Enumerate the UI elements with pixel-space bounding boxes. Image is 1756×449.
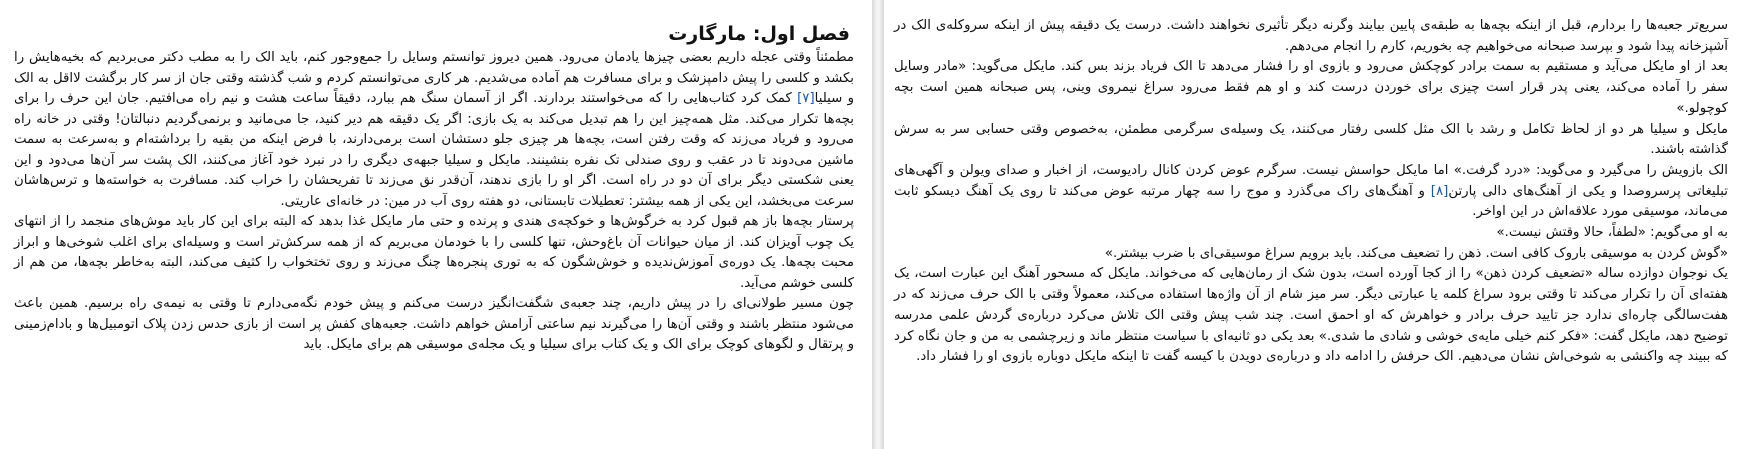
paragraph-text: مطمئناً وقتی عجله داریم بعضی چیزها یادمان می‌رود. همین دیروز توانستم وسایل را جمع‌وجور کنم، باید الک را به مطب دکتر می‌بردیم که بخیه‌هایش را بکشد و کلسی را پیش دامپزشک و برای مسافرت هم آماده می‌شدیم. هر کاری می‌توانستم کردم و شب گذشته وقتی جان از سر کار برگشت لااقل به الک و سیلیا — [14, 50, 854, 106]
paragraph — [894, 244, 1728, 265]
footnote-link[interactable]: [۷] — [797, 91, 815, 106]
paragraph-text: سریع‌تر جعبه‌ها را بردارم، قبل از اینکه بچه‌ها به طبقه‌ی پایین بیایند وگرنه دیگر تأثیری نخواهند داشت. درست یک دقیقه پیش از اینکه سروکله‌ی الک در آشپزخانه پیدا شود و بپرسد صبحانه می‌خواهیم چه بخوریم، کارم را انجام می‌دهم. — [894, 18, 1728, 54]
paragraph — [894, 120, 1728, 161]
paragraph-text: بعد از او مایکل می‌آید و مستقیم به سمت برادر کوچکش می‌رود و بازوی او را فشار می‌دهد تا الک فریاد بزند بس کند. مایکل می‌گوید: «مادر وسایل سفر را آماده می‌کند، یعنی پدر قرار است چیزی برای خوردن درست کند و او هم فقط می‌رود سراغ نیمروی وینی، پس صبحانه همین است بچه کوچولو.» — [894, 59, 1728, 116]
paragraph — [894, 161, 1728, 223]
paragraph-text: به او می‌گویم: «لطفاً، حالا وقتش نیست.» — [1496, 225, 1728, 241]
paragraph — [894, 264, 1728, 368]
paragraph-text: کمک کرد کتاب‌هایی را که می‌خواستند بردارند. اگر از آسمان سنگ هم ببارد، دقیقاً ساعت هشت و نیم راه می‌افتیم. جان این حرف را برای بچه‌ها تکرار می‌کند. مثل همه‌چیز این را هم تبدیل می‌کند به یک بازی: اگر یک دقیقه هم دیر کنید، جا می‌مانید و برنمی‌گردیم دنبالتان! وقتی در خانه راه می‌رود و فریاد می‌زند که وقت رفتن است، بچه‌ها هر چیزی جلو دستشان است برمی‌دارند، با فرض اینکه من بقیه را برداشته‌ام و به‌سرعت به سمت ماشین می‌دوند تا در عقب و روی صندلی تک نفره بنشینند. مایکل و سیلیا جبهه‌ی دیگری را در نبرد خود آغاز می‌کنند، الک پشت سر آن‌ها می‌دود و این یعنی شکستی دیگر برای آن دو در راه است. اگر او را بازی ندهند، آن‌قدر نق می‌زند تا تفریحشان را خراب کند. مسافرت به خواسته‌ها و ترس‌هاشان سرعت می‌بخشد، این یکی از همه بیشتر: تعطیلات تابستانی، دو هفته روی آب در مین: در خانه‌ای عاریتی. — [14, 91, 854, 209]
paragraph — [894, 223, 1728, 244]
paragraph-text: پرستار بچه‌ها باز هم قبول کرد به خرگوش‌ها و خوکچه‌ی هندی و پرنده و حتی مار مایکل غذا بدهد که البته برای این کار باید موش‌های منجمد را از انتهای یک چوب آویزان کند. از میان حیوانات آن باغ‌وحش، تنها کلسی را با خودمان می‌بریم که از همه سرکش‌تر است و وسیله‌ای برای اغلب شوخی‌ها و ابراز محبت بچه‌ها. یک دوره‌ی آموزش‌ندیده و خوش‌شگون که به توری پنجره‌ها چنگ می‌زند و روی تختخواب را کثیف می‌کند، البته به‌خاطر بچه‌ها، من هم از کلسی خوشم می‌آید. — [14, 214, 854, 291]
left-page — [0, 0, 872, 449]
paragraph-text: چون مسیر طولانی‌ای را در پیش داریم، چند جعبه‌ی شگفت‌انگیز درست می‌کنم و پیش خودم نگه‌می‌دارم تا وقتی به نیمه‌ی راه برسیم. همین باعث می‌شود منتظر باشند و وقتی آن‌ها را می‌گیرند نیم ساعتی آرامش خواهم داشت. جعبه‌های کفش پر است از بازی حدس زدن پلاک اتومبیل‌ها و بادام‌زمینی و پرتقال و لگوهای کوچک برای الک و یک کتاب برای سیلیا و یک مجله‌ی موسیقی هم برای مایکل. باید — [14, 296, 854, 352]
paragraph-text: الک بازویش را می‌گیرد و می‌گوید: «درد گرفت.» اما مایکل حواسش نیست. سرگرم عوض کردن کانال رادیوست، از اخبار و صدای ویولن و آگهی‌های تبلیغاتی پرسروصدا و یکی از آهنگ‌های دالی پارتن — [894, 162, 1728, 199]
paragraph — [894, 57, 1728, 119]
paragraph — [14, 294, 854, 356]
paragraph — [14, 48, 854, 212]
paragraph — [894, 16, 1728, 57]
paragraph-text: «گوش کردن به موسیقی باروک کافی است. ذهن را تضعیف می‌کند. باید برویم سراغ موسیقی‌ای با ضرب بیشتر.» — [1104, 245, 1728, 261]
paragraph-text: و آهنگ‌های راک می‌گذرد و موج را سه چهار مرتبه عوض می‌کند تا روی یک آهنگ دیسکو ثابت می‌ماند، موسیقی مورد علاقه‌اش در این اواخر. — [894, 183, 1728, 220]
paragraph-text: یک نوجوان دوازده ساله «تضعیف کردن ذهن» را از کجا آورده است، بدون شک از رمان‌هایی که می‌خواند. مایکل که مسحور آهنگ این عبارت است، یک هفته‌ای آن را تکرار می‌کند تا وقتی برود سراغ کلمه یا عبارتی دیگر. سر میز شام از آن واژه‌ها استفاده می‌کند، معمولاً وقتی با الک حرف می‌زند که در هفت‌سالگی چاره‌ای ندارد جز تایید حرف برادر و خواهرش که او احمق است. چند شب پیش وقتی الک تلاش می‌کرد درباره‌ی گردش علمی مدرسه توضیح دهد، مایکل گفت: «فکر کنم خیلی مایه‌ی خوشی و شادی ما شدی.» بعد یکی دو ثانیه‌ای با سیاست منتظر ماند و زیرچشمی به من و جان نگاه کرد که ببیند چه واکنشی به شوخی‌اش نشان می‌دهیم. الک حرفش را ادامه داد و درباره‌ی دویدن با کیسه گفت تا اینکه مایکل دوباره بازوی او را فشار داد. — [894, 266, 1728, 365]
chapter-title: فصل اول: مارگارت — [668, 23, 850, 45]
page-gutter — [872, 0, 884, 449]
right-page — [884, 0, 1756, 449]
paragraph-text: مایکل و سیلیا هر دو از لحاظ تکامل و رشد با الک مثل کلسی رفتار می‌کنند، یک وسیله‌ی سرگرمی مطمئن، به‌خصوص وقتی حسابی سر به سرش گذاشته باشند. — [894, 121, 1728, 158]
footnote-link[interactable]: [۸] — [1430, 183, 1449, 199]
paragraph — [14, 212, 854, 294]
